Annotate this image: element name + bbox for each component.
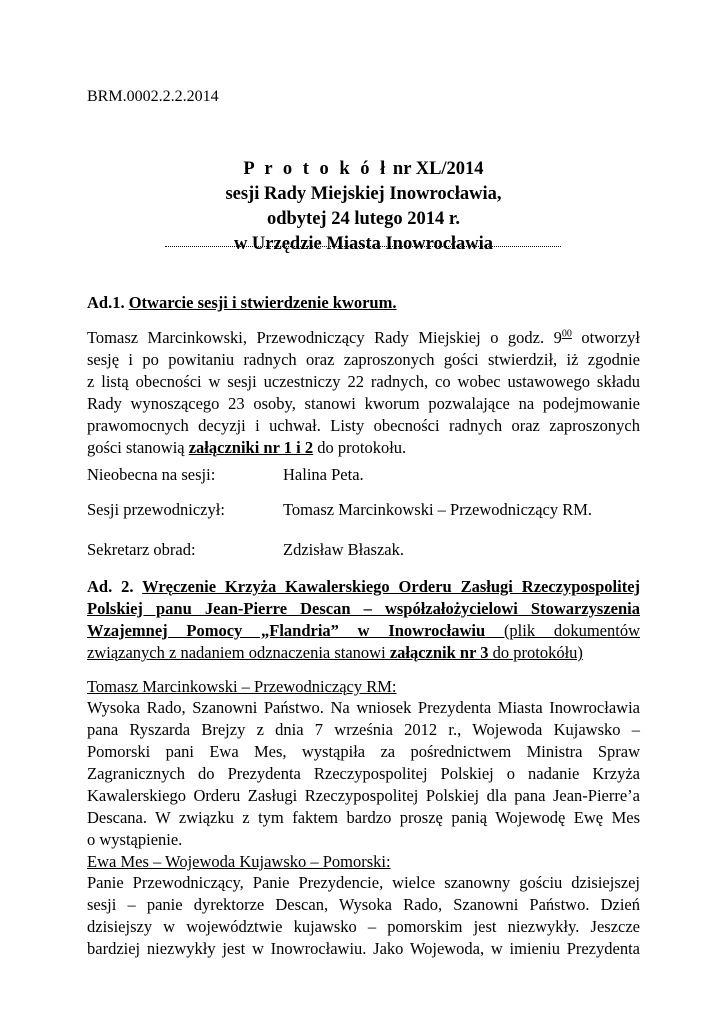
section-2-number: Ad. 2.: [87, 577, 143, 596]
title-line-2: sesji Rady Miejskiej Inowrocławia,: [225, 184, 502, 204]
speaker-1-name: Tomasz Marcinkowski – Przewodniczący RM:: [87, 677, 397, 696]
paragraph-line: Pomorski pani Ewa Mes, wystąpiła za pośrednictwem Ministra Spraw: [87, 742, 640, 761]
secretary-row: [87, 540, 640, 560]
attachment-reference: załącznik nr 3: [389, 643, 489, 662]
document-title: [87, 157, 640, 257]
secretary-value: Zdzisław Błaszak.: [283, 540, 404, 559]
speaker-1-statement: [87, 697, 640, 851]
heading-line: Polskiej panu Jean-Pierre Descan – współzałożycielowi Stowarzyszenia: [87, 599, 640, 618]
paragraph-line: Kawalerskiego Orderu Zasługi Rzeczypospolitej Polskiej dla pana Jean-Pierre’a: [87, 786, 640, 805]
paragraph-line: Zagranicznych do Prezydenta Rzeczypospolitej Polskiej o nadanie Krzyża: [87, 764, 640, 783]
heading-line: [87, 642, 640, 664]
absent-row: [87, 465, 640, 485]
chair-value: Tomasz Marcinkowski – Przewodniczący RM.: [283, 500, 593, 519]
paragraph-line: pana Ryszarda Brejzy z dnia 7 września 2012 r., Wojewoda Kujawsko –: [87, 720, 640, 739]
paragraph-line: Panie Przewodniczący, Panie Prezydencie, wielce szanowny gościu dzisiejszej: [87, 873, 640, 892]
title-line-1: [87, 157, 640, 182]
chair-row: [87, 500, 640, 520]
section-1-paragraph: [87, 327, 640, 459]
attachment-reference: załączniki nr 1 i 2: [188, 438, 314, 457]
paragraph-line: [87, 327, 640, 349]
paragraph-line: Descana. W związku z tym faktem bardzo proszę panią Wojewodę Ewę Mes: [87, 808, 640, 827]
paragraph-line: prawomocnych decyzji i uchwał. Listy obecności radnych oraz zaproszonych: [87, 416, 640, 435]
title-number: nr XL/2014: [388, 159, 484, 179]
text-fragment: do protokołu.: [313, 438, 407, 457]
text-fragment: Wzajemnej Pomocy „Flandria” w Inowrocławiu: [87, 621, 486, 640]
paragraph-line: bardziej niezwykły jest w Inowrocławiu. Jako Wojewoda, w imieniu Prezydenta: [87, 939, 640, 958]
heading-line: [87, 576, 640, 598]
text-fragment: związanych z nadaniem odznaczenia stanowi: [87, 643, 390, 662]
title-protokol: P r o t o k ó ł: [243, 159, 389, 179]
title-line-4: w Urzędzie Miasta Inowrocławia: [233, 234, 494, 254]
paragraph-line: sesji – panie dyrektorze Descan, Wysoka Rado, Szanowni Państwo. Dzień: [87, 895, 640, 914]
absent-label: Nieobecna na sesji:: [87, 465, 216, 484]
text-fragment: otworzył: [571, 328, 640, 347]
text-fragment: gości stanowią: [87, 438, 189, 457]
absent-value: Halina Peta.: [283, 465, 364, 484]
document-reference-number: BRM.0002.2.2.2014: [87, 88, 219, 105]
secretary-label: Sekretarz obrad:: [87, 540, 196, 559]
text-fragment: Wręczenie Krzyża Kawalerskiego Orderu Zasługi Rzeczypospolitej: [142, 577, 641, 596]
text-fragment: (plik dokumentów: [485, 621, 640, 640]
speaker-2-name: Ewa Mes – Wojewoda Kujawsko – Pomorski:: [87, 852, 391, 871]
section-1-heading: [87, 292, 640, 314]
text-fragment: Tomasz Marcinkowski, Przewodniczący Rady Miejskiej o godz. 9: [87, 328, 562, 347]
speaker-2-statement: [87, 872, 640, 960]
section-1-title: Otwarcie sesji i stwierdzenie kworum.: [128, 293, 397, 312]
title-line-3: odbytej 24 lutego 2014 r.: [266, 209, 461, 229]
paragraph-line: dzisiejszy w województwie kujawsko – pomorskim jest niezwykły. Jeszcze: [87, 917, 640, 936]
paragraph-line: o wystąpienie.: [87, 830, 183, 849]
paragraph-line: Wysoka Rado, Szanowni Państwo. Na wniosek Prezydenta Miasta Inowrocławia: [87, 698, 640, 717]
text-fragment: do protokółu): [488, 643, 583, 662]
section-1-number: Ad.1.: [87, 293, 129, 312]
paragraph-line: [87, 437, 640, 459]
paragraph-line: Rady wynoszącego 23 osoby, stanowi kworum pozwalające na podejmowanie: [87, 394, 640, 413]
paragraph-line: sesję i po powitaniu radnych oraz zaproszonych gości stwierdził, iż zgodnie: [87, 350, 640, 369]
time-superscript: 00: [561, 328, 572, 340]
chair-label: Sesji przewodniczył:: [87, 500, 225, 519]
dotted-separator: [165, 246, 561, 247]
section-2-heading: [87, 576, 640, 664]
paragraph-line: z listą obecności w sesji uczestniczy 22 radnych, co wobec ustawowego składu: [87, 372, 640, 391]
heading-line: [87, 620, 640, 642]
